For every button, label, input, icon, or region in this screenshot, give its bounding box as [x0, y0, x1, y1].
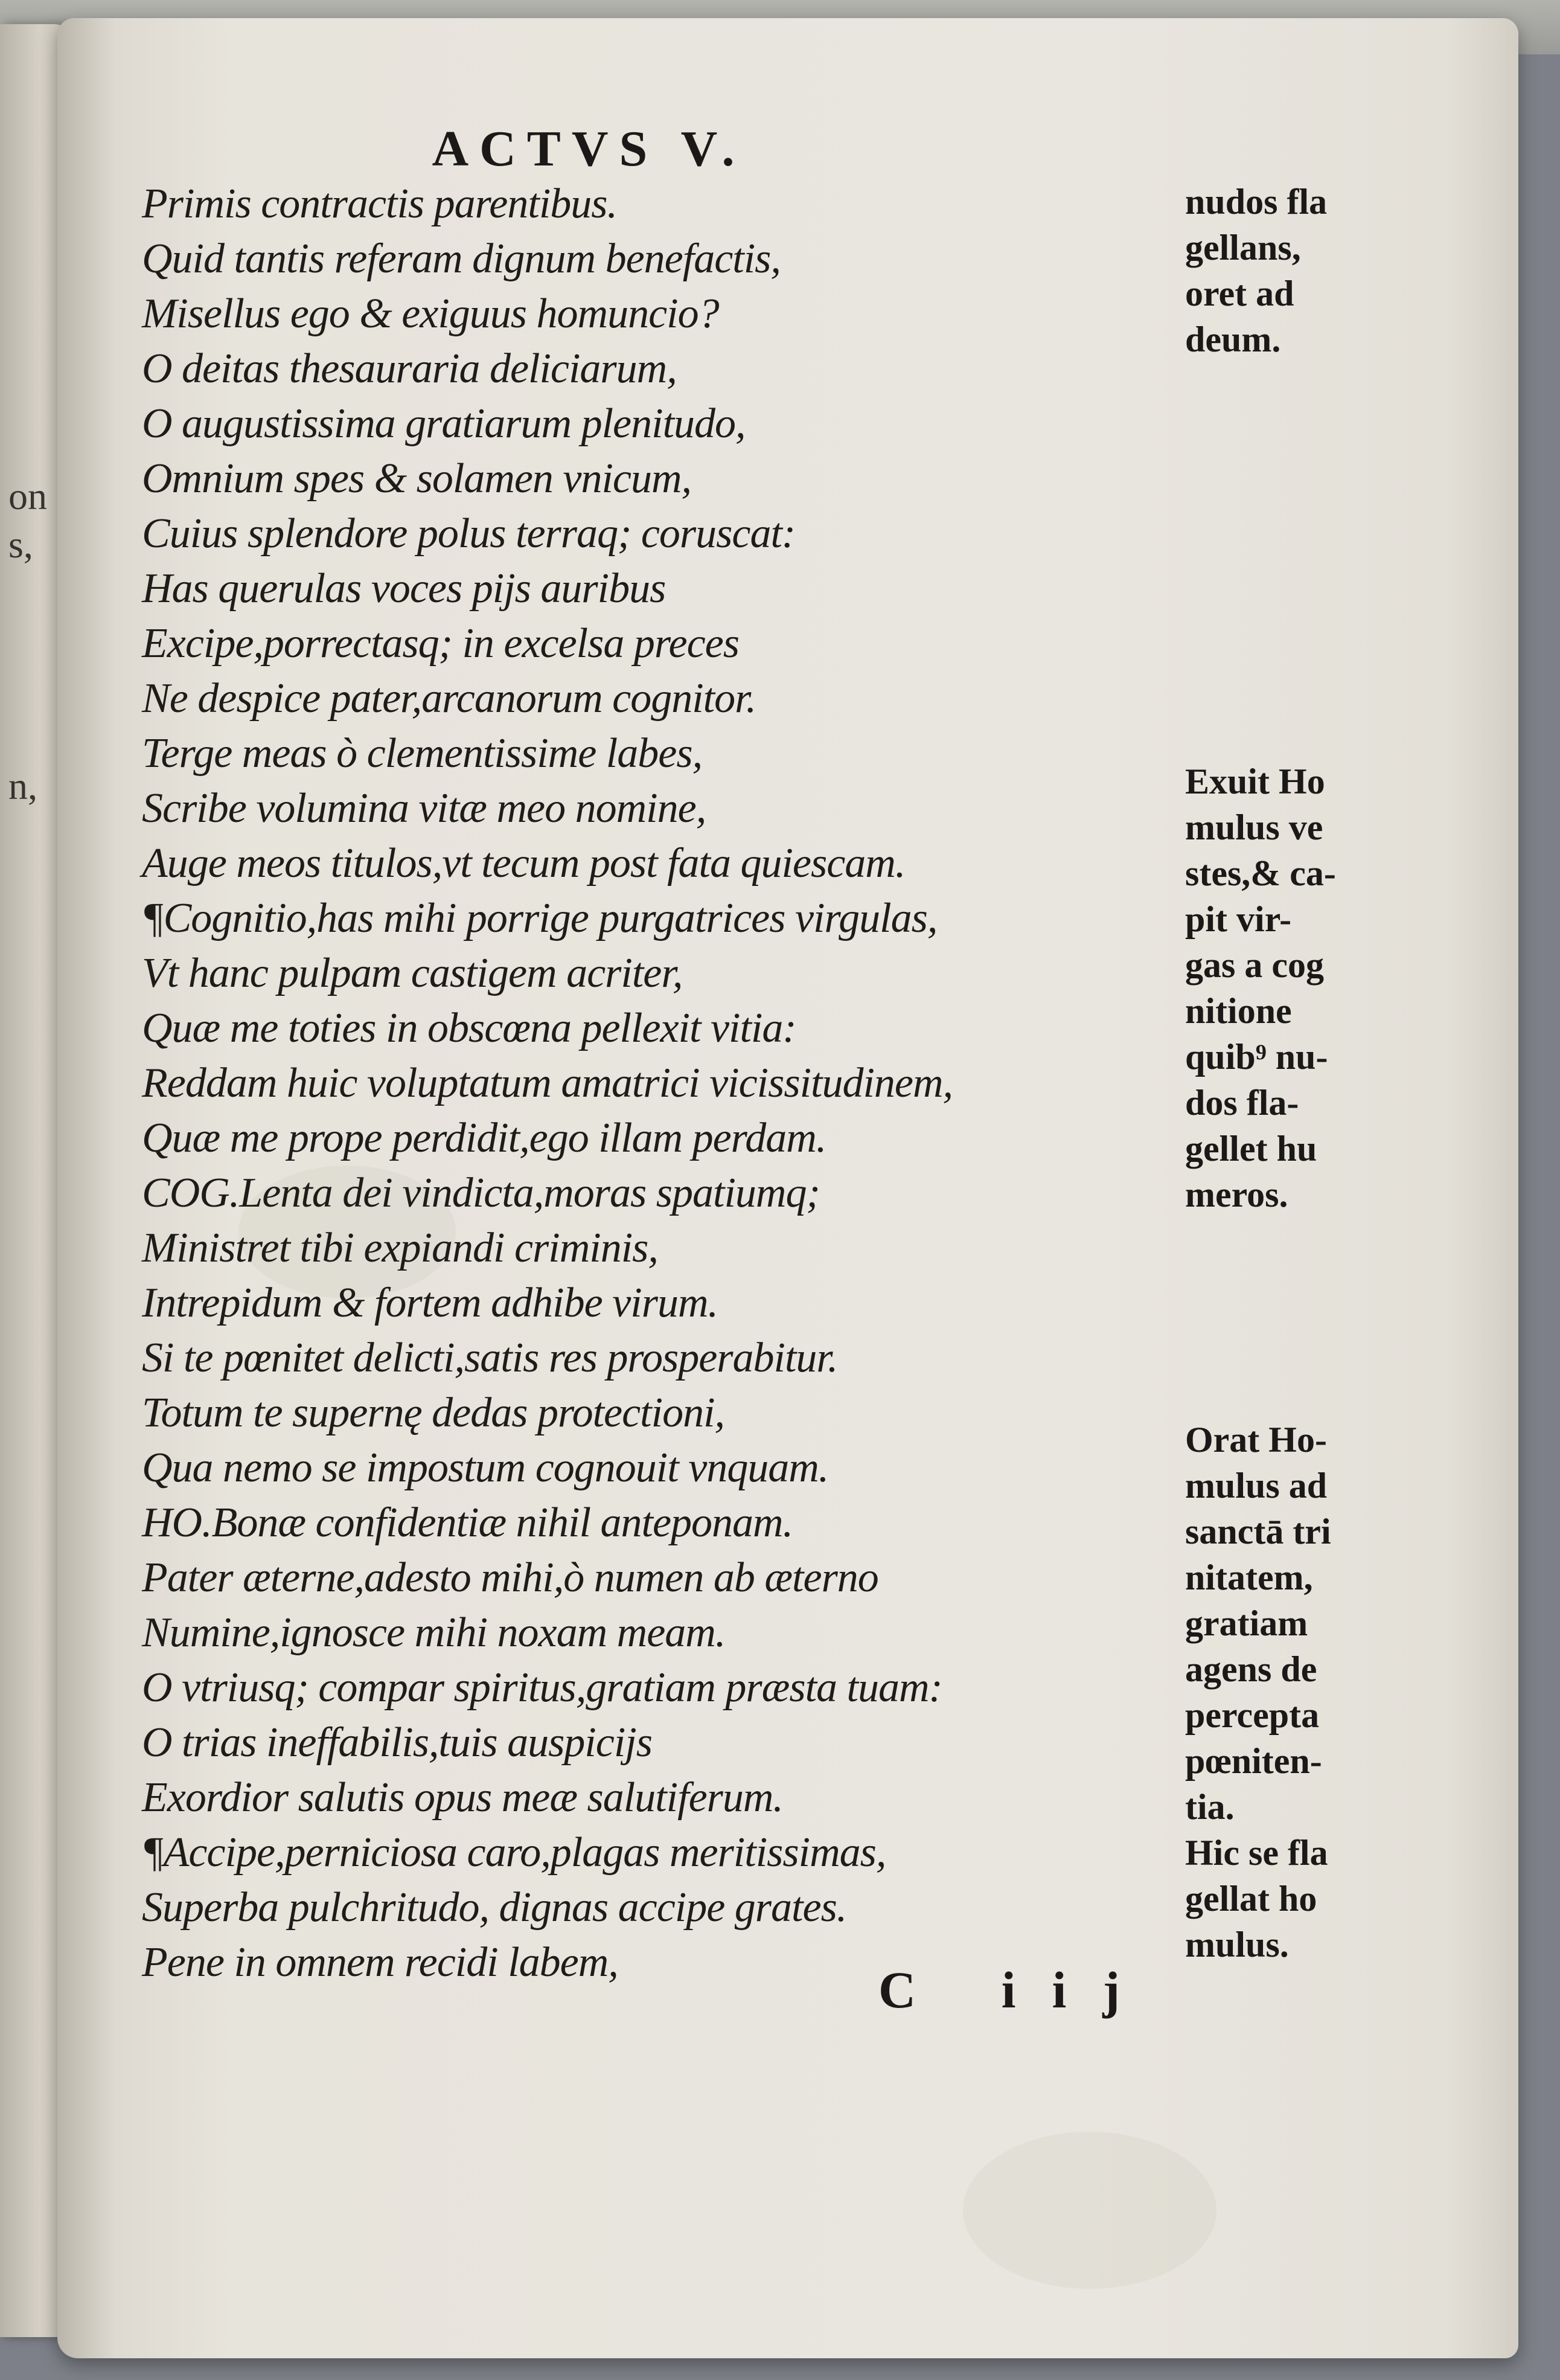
verse-line: Terge meas ò clementissime labes,	[142, 730, 703, 777]
gloss-line: mulus.	[1185, 1925, 1289, 1965]
verse-line: Has querulas voces pijs auribus	[142, 565, 666, 612]
verse-line: Quæ me prope perdidit,ego illam perdam.	[142, 1115, 826, 1161]
gloss-line: meros.	[1185, 1175, 1288, 1214]
signature-mark: C iij	[878, 1961, 1157, 2019]
verse-line: Ministret tibi expiandi criminis,	[142, 1225, 658, 1271]
gloss-line: Hic se fla	[1185, 1833, 1328, 1873]
gloss-line: gellans,	[1185, 228, 1301, 268]
verse-line: Ne despice pater,arcanorum cognitor.	[142, 675, 756, 722]
gloss-line: pit vir-	[1185, 899, 1292, 939]
gloss-line: deum.	[1185, 319, 1281, 359]
verse-line: ¶Accipe,perniciosa caro,plagas meritissimas,	[142, 1829, 886, 1876]
verse-line: Intrepidum & fortem adhibe virum.	[142, 1280, 718, 1326]
gloss-line: quib⁹ nu-	[1185, 1037, 1328, 1077]
verse-line: Quæ me toties in obscœna pellexit vitia:	[142, 1005, 796, 1051]
verse-line: Auge meos titulos,vt tecum post fata quiescam.	[142, 840, 906, 887]
gloss-line: mulus ad	[1185, 1466, 1328, 1506]
verse-line: Scribe volumina vitæ meo nomine,	[142, 785, 706, 832]
verse-line: Exordior salutis opus meæ salutiferum.	[142, 1774, 783, 1821]
facing-page-fragment: n,	[8, 765, 37, 807]
gloss-line: tia.	[1185, 1787, 1235, 1827]
verse-line: Pater æterne,adesto mihi,ò numen ab æterno	[142, 1554, 878, 1601]
gloss-line: pœniten-	[1185, 1741, 1322, 1781]
verse-line: Pene in omnem recidi labem,	[142, 1939, 618, 1986]
verse-line: O augustissima gratiarum plenitudo,	[142, 400, 746, 447]
verse-line: Totum te supernę dedas protectioni,	[142, 1390, 725, 1436]
gloss-line: gas a cog	[1185, 945, 1324, 985]
gloss-line: gratiam	[1185, 1603, 1308, 1643]
verse-line: Vt hanc pulpam castigem acriter,	[142, 950, 683, 996]
verse-line: HO.Bonæ confidentiæ nihil anteponam.	[142, 1500, 793, 1546]
verse-line: O trias ineffabilis,tuis auspicijs	[142, 1719, 652, 1766]
gloss-line: sanctā tri	[1185, 1512, 1331, 1551]
verse-line: Excipe,porrectasq; in excelsa preces	[142, 620, 739, 667]
gloss-line: gellet hu	[1185, 1129, 1317, 1169]
marginal-gloss	[1185, 759, 1439, 1217]
running-head: ACTVS V.	[432, 121, 746, 177]
gloss-line: dos fla-	[1185, 1083, 1299, 1123]
verse-line: Numine,ignosce mihi noxam meam.	[142, 1609, 726, 1656]
verse-line: O vtriusq; compar spiritus,gratiam præsta tuam:	[142, 1664, 942, 1711]
paper-stain	[963, 2132, 1216, 2289]
verse-line: Superba pulchritudo, dignas accipe grates.	[142, 1884, 847, 1931]
verse-line: ¶Cognitio,has mihi porrige purgatrices virgulas,	[142, 895, 938, 941]
gloss-line: percepta	[1185, 1695, 1320, 1735]
verse-line: COG.Lenta dei vindicta,moras spatiumq;	[142, 1170, 820, 1216]
gloss-line: Orat Ho-	[1185, 1420, 1327, 1460]
gloss-line: oret ad	[1185, 274, 1294, 313]
verse-line: Primis contractis parentibus.	[142, 181, 618, 227]
verse-line: O deitas thesauraria deliciarum,	[142, 345, 677, 392]
gloss-line: agens de	[1185, 1649, 1317, 1689]
gloss-line: mulus ve	[1185, 807, 1323, 847]
verse-text	[142, 176, 1229, 1990]
verse-line: Si te pœnitet delicti,satis res prosperabitur.	[142, 1335, 838, 1381]
verse-line: Qua nemo se impostum cognouit vnquam.	[142, 1445, 829, 1491]
marginal-gloss	[1185, 179, 1439, 362]
verse-line: Quid tantis referam dignum benefactis,	[142, 236, 781, 282]
verse-line: Cuius splendore polus terraq; coruscat:	[142, 510, 796, 557]
gloss-line: Exuit Ho	[1185, 762, 1325, 801]
facing-page-fragment: on	[8, 475, 47, 518]
book-page	[57, 18, 1518, 2358]
verse-line: Reddam huic voluptatum amatrici vicissitudinem,	[142, 1060, 953, 1106]
verse-line: Omnium spes & solamen vnicum,	[142, 455, 692, 502]
gloss-line: nudos fla	[1185, 182, 1328, 222]
gloss-line: nitione	[1185, 991, 1292, 1031]
facing-page-fragment: s,	[8, 523, 33, 566]
verse-line: Misellus ego & exiguus homuncio?	[142, 290, 719, 337]
gloss-line: gellat ho	[1185, 1879, 1317, 1919]
marginal-gloss	[1185, 1417, 1439, 1968]
gloss-line: nitatem,	[1185, 1557, 1313, 1597]
gloss-line: stes,& ca-	[1185, 853, 1336, 893]
